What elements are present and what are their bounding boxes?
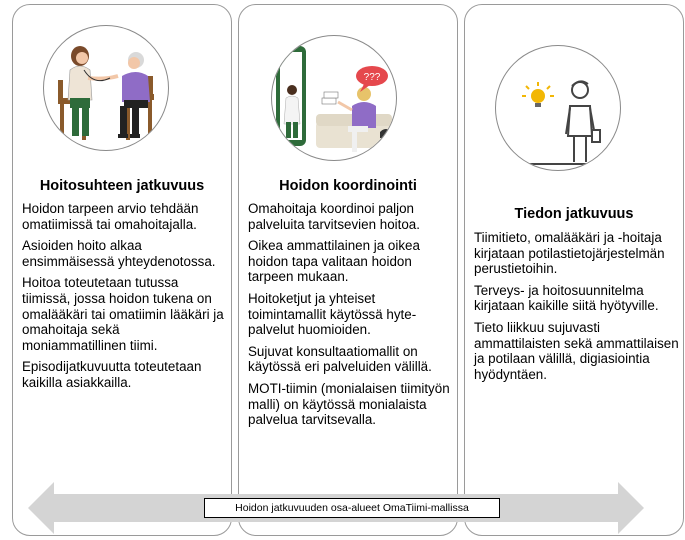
card-paragraph: Omahoitaja koordinoi paljon palveluita tarvitsevien hoitoa.: [248, 201, 420, 232]
footer-caption: Hoidon jatkuvuuden osa-alueet OmaTiimi-mallissa: [204, 498, 500, 518]
card-hoitosuhteen-jatkuvuus: [12, 4, 232, 536]
coordination-illustration: [271, 35, 397, 161]
card-paragraph: Hoitoketjut ja yhteiset toimintamallit käytössä hyte-palvelut huomioiden.: [248, 290, 417, 338]
card-paragraph: Oikea ammattilainen ja oikea hoidon tapa valitaan hoidon tarpeen mukaan.: [248, 238, 420, 285]
nurse-patient-icon: [44, 26, 168, 150]
person-lightbulb-icon: [496, 46, 620, 170]
card-body: [248, 201, 453, 434]
person-lightbulb-illustration: [495, 45, 621, 171]
coordination-icon: [272, 36, 396, 160]
card-title: Hoitosuhteen jatkuvuus: [39, 178, 205, 194]
card-body: [22, 201, 227, 397]
card-paragraph: Tiimitieto, omalääkäri ja -hoitaja kirjataan potilastietojärjestelmän perustietoihin.: [474, 230, 665, 277]
card-paragraph: Episodijatkuvuutta toteutetaan kaikilla asiakkailla.: [22, 359, 202, 390]
card-title: Hoidon koordinointi: [279, 178, 417, 194]
card-paragraph: Hoidon tarpeen arvio tehdään omatiimissä tai omahoitajalla.: [22, 201, 199, 232]
card-paragraph: Tieto liikkuu sujuvasti ammattilaisten sekä ammattilaisen ja potilaan välillä, digiasiointia hyödyntäen.: [474, 319, 679, 382]
card-paragraph: Sujuvat konsultaatiomallit on käytössä eri palveluiden välillä.: [248, 343, 432, 375]
card-tiedon-jatkuvuus: [464, 4, 684, 536]
card-hoidon-koordinointi: [238, 4, 458, 536]
card-paragraph: Hoitoa toteutetaan tutussa tiimissä, jossa hoidon tukena on omalääkäri tai omatiimin lääkäri ja omahoitaja sekä moniammatillinen tiimi.: [22, 275, 224, 353]
speech-bubble-text: ???: [363, 72, 381, 83]
card-title: Tiedon jatkuvuus: [514, 206, 634, 222]
card-paragraph: Terveys- ja hoitosuunnitelma kirjataan kaikille siitä hyötyville.: [474, 282, 659, 314]
card-paragraph: Asioiden hoito alkaa ensimmäisessä yhteydenotossa.: [22, 238, 216, 269]
nurse-patient-illustration: [43, 25, 169, 151]
card-body: [474, 230, 679, 388]
card-paragraph: MOTI-tiimin (monialaisen tiimityön malli) on käytössä monialaista palvelua tarvitsevalla.: [248, 380, 450, 428]
